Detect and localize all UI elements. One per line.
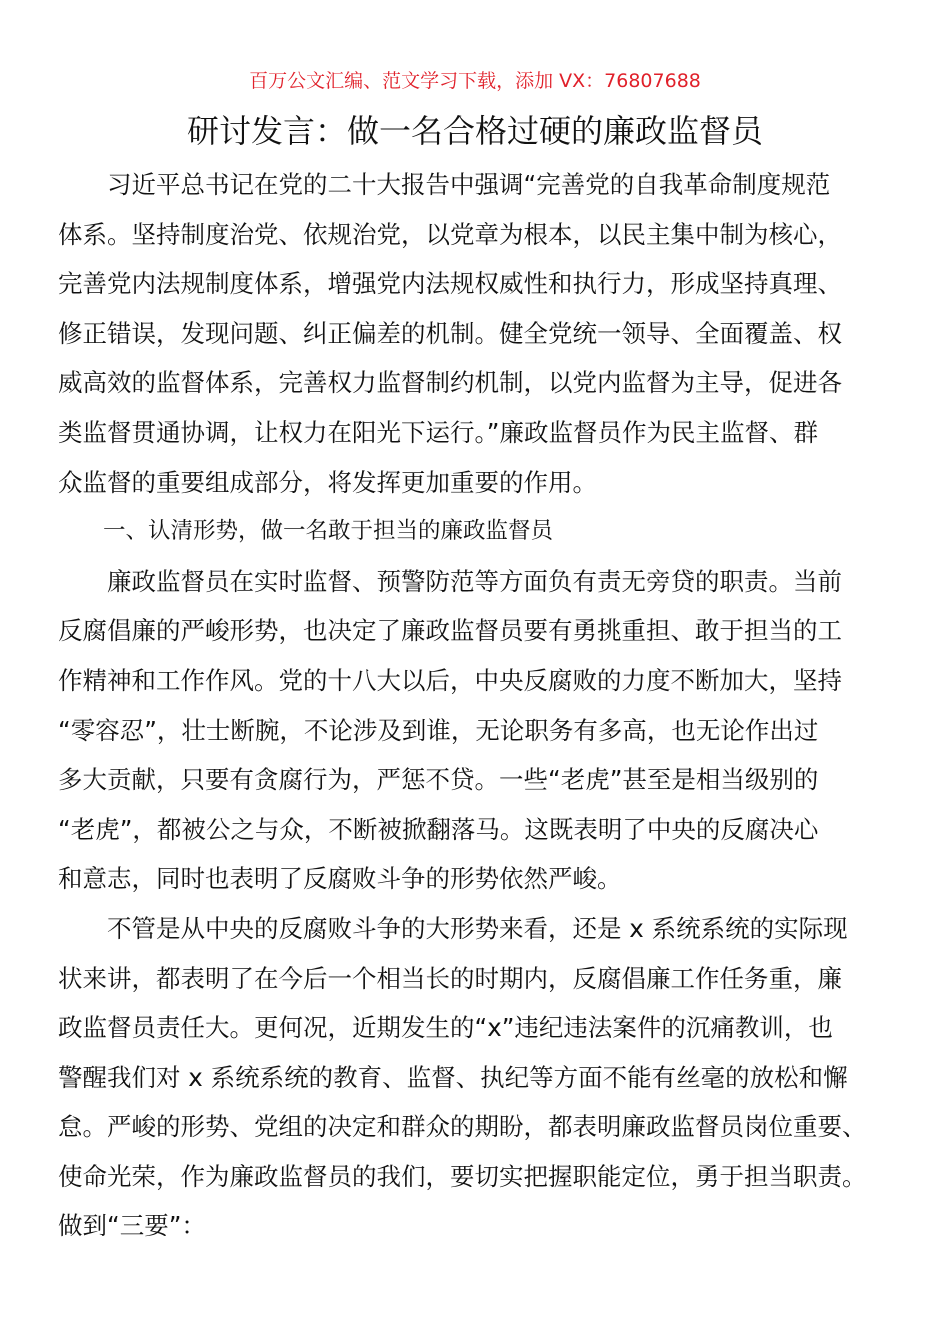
text-line: 廉政监督员在实时监督、预警防范等方面负有责无旁贷的职责。当前 xyxy=(58,566,842,596)
text-line: 和意志，同时也表明了反腐败斗争的形势依然严峻。 xyxy=(58,864,622,894)
watermark-text: 百万公文汇编、范文学习下载，添加 VX：76807688 xyxy=(249,70,701,92)
section-heading: 一、认清形势，做一名敢于担当的廉政监督员 xyxy=(58,518,554,545)
text-line: “老虎”，都被公之与众，不断被掀翻落马。这既表明了中央的反腐决心 xyxy=(58,814,819,844)
text-line: 怠。严峻的形势、党组的决定和群众的期盼，都表明廉政监督员岗位重要、 xyxy=(58,1112,867,1142)
text-line: 状来讲，都表明了在今后一个相当长的时期内，反腐倡廉工作任务重，廉 xyxy=(58,963,842,993)
text-line: 众监督的重要组成部分，将发挥更加重要的作用。 xyxy=(58,467,597,497)
text-line: 不管是从中央的反腐败斗争的大形势来看，还是 x 系统系统的实际现 xyxy=(58,913,848,943)
document-body xyxy=(58,160,908,1251)
text-line: 完善党内法规制度体系，增强党内法规权威性和执行力，形成坚持真理、 xyxy=(58,269,842,299)
text-line: 威高效的监督体系，完善权力监督制约机制，以党内监督为主导，促进各 xyxy=(58,368,842,398)
text-line: 反腐倡廉的严峻形势，也决定了廉政监督员要有勇挑重担、敢于担当的工 xyxy=(58,616,842,646)
text-line: 体系。坚持制度治党、依规治党，以党章为根本，以民主集中制为核心， xyxy=(58,219,842,249)
text-line: 多大贡献，只要有贪腐行为，严惩不贷。一些“老虎”甚至是相当级别的 xyxy=(58,765,819,795)
text-line: 类监督贯通协调，让权力在阳光下运行。”廉政监督员作为民主监督、群 xyxy=(58,417,818,447)
text-line: 修正错误，发现问题、纠正偏差的机制。健全党统一领导、全面覆盖、权 xyxy=(58,318,842,348)
text-line: 警醒我们对 x 系统系统的教育、监督、执纪等方面不能有丝毫的放松和懈 xyxy=(58,1062,848,1092)
text-line: 政监督员责任大。更何况，近期发生的“x”违纪违法案件的沉痛教训，也 xyxy=(58,1013,833,1043)
text-line: 习近平总书记在党的二十大报告中强调“完善党的自我革命制度规范 xyxy=(58,170,831,199)
text-line: 作精神和工作作风。党的十八大以后，中央反腐败的力度不断加大，坚持 xyxy=(58,665,842,695)
text-line: 使命光荣，作为廉政监督员的我们，要切实把握职能定位，勇于担当职责。 xyxy=(58,1161,867,1191)
text-line: 做到“三要”： xyxy=(58,1211,206,1241)
page-title: 研讨发言：做一名合格过硬的廉政监督员 xyxy=(186,112,763,150)
text-line: “零容忍”，壮士断腕，不论涉及到谁，无论职务有多高，也无论作出过 xyxy=(58,715,819,745)
